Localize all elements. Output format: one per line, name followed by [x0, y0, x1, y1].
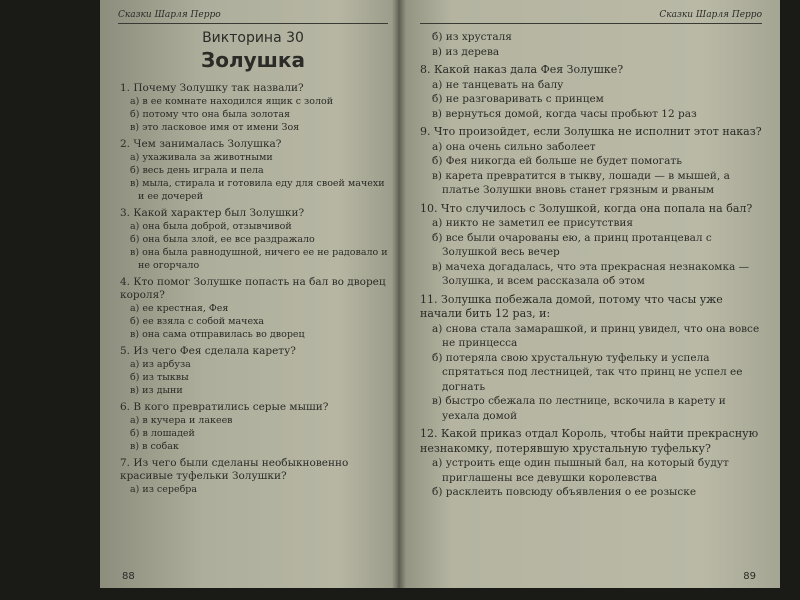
book-gutter — [392, 0, 406, 588]
answer-option: б) Фея никогда ей больше не будет помогать — [432, 155, 682, 167]
question-text: 12. Какой приказ отдал Король, чтобы найти прекрасную незнакомку, потерявшую хрустальную туфельку? — [420, 427, 759, 455]
answer-option: а) в кучера и лакеев — [130, 415, 233, 426]
question — [420, 125, 762, 198]
question-text: 10. Что случилось с Золушкой, когда она попала на бал? — [420, 201, 753, 215]
running-header: Сказки Шарля Перро — [118, 6, 388, 24]
left-page — [100, 0, 398, 588]
question-text: 6. В кого превратились серые мыши? — [120, 401, 329, 413]
answer-option: в) из дыни — [130, 385, 183, 396]
answer-option: в) вернуться домой, когда часы пробьют 12 раз — [432, 107, 697, 120]
answer-option: в) карета превратится в тыкву, лошади — в мышей, а платье Золушки вновь станет грязным и рваным — [432, 169, 730, 196]
answer-option: в) мыла, стирала и готовила еду для своей мачехи и ее дочерей — [130, 178, 385, 202]
question — [118, 345, 388, 397]
answer-option: б) потеряла свою хрустальную туфельку и успела спрятаться под лестницей, так что принц не успел ее догнать — [432, 351, 743, 393]
answer-option: в) она была равнодушной, ничего ее не радовало и не огорчало — [130, 247, 388, 271]
answer-option: б) ее взяла с собой мачеха — [130, 316, 265, 327]
running-header: Сказки Шарля Перро — [420, 6, 762, 24]
question-text: 11. Золушка побежала домой, потому что часы уже начали бить 12 раз, и: — [420, 292, 723, 320]
answer-option: б) не разговаривать с принцем — [432, 93, 604, 105]
answer-option: а) ухаживала за животными — [130, 152, 273, 163]
answer-option: б) весь день играла и пела — [130, 165, 264, 176]
question — [118, 138, 388, 203]
right-page — [398, 0, 780, 588]
answer-option: в) мачеха догадалась, что эта прекрасная незнакомка — Золушка, и всем рассказала об этом — [432, 260, 750, 287]
open-book — [100, 0, 780, 600]
answer-option: в) это ласковое имя от имени Зоя — [130, 122, 300, 133]
answer-option: б) в лошадей — [130, 428, 195, 439]
answer-option: б) расклеить повсюду объявления о ее розыске — [432, 486, 697, 498]
answer-option: б) все были очарованы ею, а принц протанцевал с Золушкой весь вечер — [432, 231, 712, 258]
answer-option: а) снова стала замарашкой, и принц увидел, что она вовсе не принцесса — [432, 322, 760, 349]
question — [420, 427, 762, 500]
question-list — [420, 30, 762, 500]
answer-option: б) она была злой, ее все раздражало — [130, 234, 315, 245]
answer-option: в) быстро сбежала по лестнице, вскочила в карету и уехала домой — [432, 395, 726, 422]
question-text: 5. Из чего Фея сделала карету? — [120, 345, 296, 357]
question — [118, 457, 388, 496]
quiz-title: Викторина 30 — [202, 30, 304, 46]
answer-option: б) потому что она была золотая — [130, 109, 291, 120]
answer-option: а) ее крестная, Фея — [130, 303, 229, 314]
question-text: 7. Из чего были сделаны необыкновенно красивые туфельки Золушки? — [120, 457, 349, 482]
question — [420, 202, 762, 289]
question-text: 3. Какой характер был Золушки? — [120, 207, 305, 219]
page-number: 89 — [743, 571, 756, 582]
question — [118, 207, 388, 272]
question — [420, 293, 762, 424]
question-text: 9. Что произойдет, если Золушка не исполнит этот наказ? — [420, 125, 762, 138]
answer-option: в) она сама отправилась во дворец — [130, 329, 305, 340]
answer-option: а) она очень сильно заболеет — [432, 140, 596, 153]
answer-option: б) из хрусталя — [432, 31, 512, 43]
question — [118, 276, 388, 341]
question — [420, 30, 762, 59]
answer-option: в) из дерева — [432, 45, 500, 58]
answer-option: а) из серебра — [130, 484, 198, 495]
question — [420, 63, 762, 121]
answer-option: а) из арбуза — [130, 359, 191, 370]
question — [118, 82, 388, 134]
question-text: 8. Какой наказ дала Фея Золушке? — [420, 63, 624, 76]
question-text: 2. Чем занималась Золушка? — [120, 138, 282, 150]
answer-option: а) она была доброй, отзывчивой — [130, 221, 292, 232]
answer-option: б) из тыквы — [130, 372, 189, 383]
story-title: Золушка — [201, 48, 305, 72]
answer-option: а) устроить еще один пышный бал, на который будут приглашены все девушки королевства — [432, 457, 729, 484]
question-list — [118, 82, 388, 496]
question-text: 4. Кто помог Золушке попасть на бал во дворец короля? — [120, 276, 386, 301]
page-number: 88 — [122, 571, 135, 582]
answer-option: а) в ее комнате находился ящик с золой — [130, 96, 334, 107]
question — [118, 401, 388, 453]
answer-option: в) в собак — [130, 441, 179, 452]
answer-option: а) никто не заметил ее присутствия — [432, 217, 634, 229]
answer-option: а) не танцевать на балу — [432, 78, 564, 91]
question-text: 1. Почему Золушку так назвали? — [120, 82, 304, 94]
